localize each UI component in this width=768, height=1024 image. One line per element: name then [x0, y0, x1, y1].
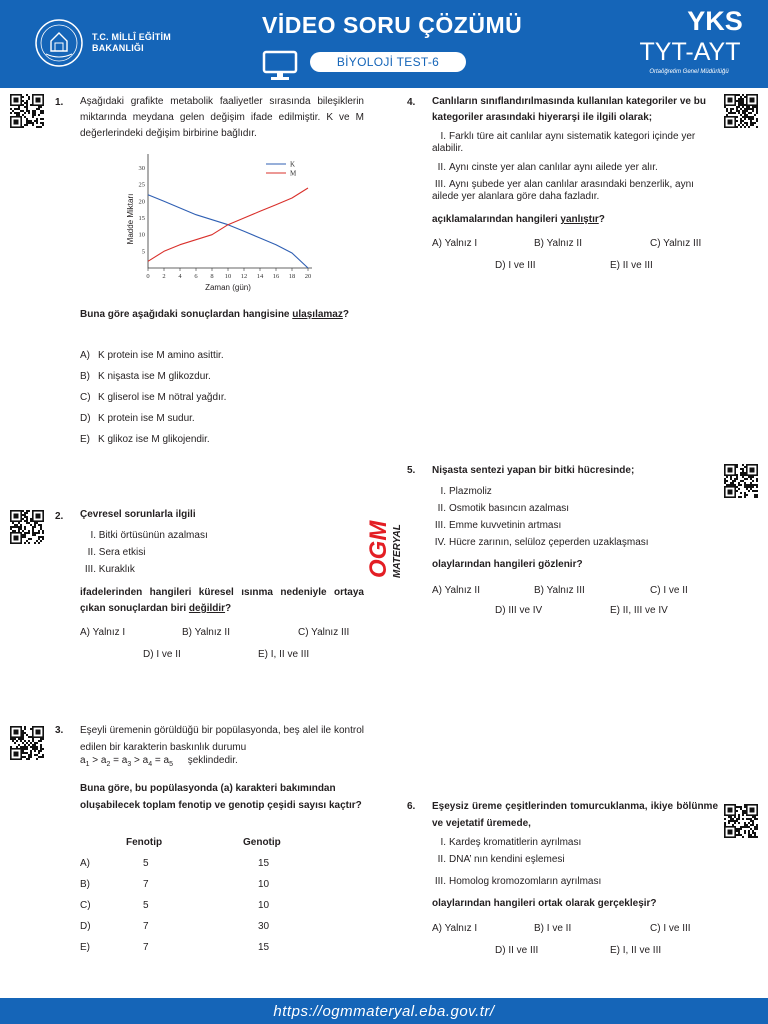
answer-option[interactable]: A) Yalnız II	[432, 585, 480, 596]
qr-code-icon[interactable]	[724, 94, 758, 128]
question-number: 4.	[407, 97, 416, 108]
directorate-label: Ortaöğretim Genel Müdürlüğü	[649, 69, 729, 75]
statement-item	[432, 503, 569, 514]
question-stem: Eşeyli üremenin görüldüğü bir popülasyonda, beş alel ile kontrol edilen bir karakterin baskınlık durumu	[80, 725, 364, 753]
legend-label: K	[290, 160, 296, 169]
x-tick-label: 18	[288, 273, 296, 280]
option-letter: D)	[80, 413, 91, 424]
x-tick-label: 0	[146, 273, 150, 280]
x-tick-label: 6	[194, 273, 198, 280]
formula-sub: 4	[148, 761, 153, 768]
roman-numeral: III.	[434, 179, 446, 190]
statement-item	[80, 547, 145, 558]
formula-sub: 1	[85, 761, 90, 768]
question-prompt: Buna göre, bu popülasyonda (a) karakteri bakımından oluşabilecek toplam fenotip ve genotip çeşidi sayısı kaçtır?	[80, 783, 362, 811]
option-fenotip: 5	[143, 858, 149, 869]
question-number: 1.	[55, 97, 64, 108]
prompt-end: ?	[342, 309, 349, 320]
answer-option[interactable]	[80, 350, 224, 361]
subject-badge: BİYOLOJİ TEST-6	[310, 52, 466, 72]
statement-text: Sera etkisi	[98, 547, 146, 558]
roman-numeral: II.	[437, 854, 446, 865]
option-letter: B)	[80, 879, 90, 890]
option-text: K protein ise M sudur.	[98, 413, 195, 424]
question-number: 5.	[407, 465, 416, 476]
formula-part: = a	[152, 755, 170, 766]
statement-text: Hücre zarının, selüloz çeperden uzaklaşması	[449, 537, 649, 548]
answer-option[interactable]: E) II ve III	[610, 260, 653, 271]
x-tick-label: 10	[224, 273, 232, 280]
line-chart	[118, 150, 318, 292]
brand-ogm-text: OGM	[365, 520, 392, 578]
statement-item	[432, 131, 718, 155]
prompt-text: açıklamalarından hangileri	[432, 214, 561, 225]
column-header-fenotip: Fenotip	[126, 837, 163, 848]
y-tick-label: 25	[138, 181, 145, 189]
option-letter: C)	[80, 392, 91, 403]
ministry-logo-icon	[34, 18, 84, 68]
ministry-name	[92, 32, 171, 54]
option-genotip: 30	[258, 921, 270, 932]
answer-option[interactable]: D) II ve III	[495, 945, 539, 956]
exam-label: YKS	[687, 6, 743, 36]
option-genotip: 10	[258, 879, 270, 890]
question-prompt	[432, 214, 605, 225]
statement-text: Aynı şubede yer alan canlılar arasındaki benzerlik, aynı ailede yer alanlara göre daha fazladır.	[432, 179, 694, 202]
statement-text: DNA’ nın kendini eşlemesi	[449, 854, 565, 865]
roman-numeral: I.	[440, 131, 446, 142]
y-tick-label: 5	[141, 248, 145, 256]
option-letter: C)	[80, 900, 91, 911]
formula-part: a	[80, 755, 86, 766]
answer-option[interactable]	[80, 392, 226, 403]
roman-numeral: I.	[440, 486, 446, 497]
statement-text: Plazmoliz	[449, 486, 492, 497]
statement-item	[432, 179, 718, 203]
answer-option[interactable]: B) Yalnız II	[182, 627, 230, 638]
x-tick-label: 2	[162, 273, 166, 280]
formula-sub: 2	[106, 761, 111, 768]
answer-option[interactable]: D) I ve II	[143, 649, 181, 660]
legend-label: M	[290, 169, 297, 178]
question-stem: Eşeysiz üreme çeşitlerinden tomurcuklanma, ikiye bölünme ve vejetatif üremede,	[432, 801, 718, 829]
formula-part: > a	[131, 755, 149, 766]
question-prompt: olaylarından hangileri ortak olarak gerçekleşir?	[432, 898, 657, 909]
question-stem: Aşağıdaki grafikte metabolik faaliyetler sırasında bileşiklerin miktarında meydana gelen değişim ifade edilmiştir. K ve M değerlerindeki değişim birbirine bağlıdır.	[80, 96, 364, 139]
y-tick-label: 20	[138, 198, 145, 206]
formula-suffix: şeklindedir.	[187, 755, 238, 766]
ministry-line-2: BAKANLIĞI	[92, 43, 144, 53]
answer-option[interactable]: C) I ve II	[650, 585, 688, 596]
roman-numeral: II.	[87, 547, 96, 558]
question-stem: Nişasta sentezi yapan bir bitki hücresinde;	[432, 465, 635, 476]
qr-code-icon[interactable]	[10, 94, 44, 128]
formula-sub: 5	[169, 761, 173, 768]
y-tick-label: 15	[138, 215, 145, 222]
exam-type-label: TYT-AYT	[639, 38, 741, 66]
answer-option[interactable]	[80, 413, 195, 424]
dominance-formula	[80, 755, 238, 768]
page-title: VİDEO SORU ÇÖZÜMÜ	[262, 12, 523, 38]
x-tick-label: 4	[178, 273, 182, 280]
statement-text: Bitki örtüsünün azalması	[98, 530, 208, 541]
option-text: K gliserol ise M nötral yağdır.	[98, 392, 227, 403]
answer-option[interactable]: A) Yalnız I	[432, 923, 478, 934]
formula-part: > a	[89, 755, 107, 766]
prompt-emphasis: ulaşılamaz	[292, 309, 343, 320]
qr-code-icon[interactable]	[724, 804, 758, 838]
option-text: K nişasta ise M glikozdur.	[98, 371, 211, 382]
statement-text: Osmotik basıncın azalması	[449, 503, 570, 514]
x-tick-label: 16	[272, 273, 280, 280]
footer-link[interactable]: https://ogmmateryal.eba.gov.tr/	[273, 1003, 495, 1020]
statement-item	[432, 520, 561, 531]
answer-option[interactable]: E) I, II ve III	[610, 945, 662, 956]
prompt-end: ?	[225, 603, 232, 614]
series-line-M	[148, 188, 308, 261]
answer-option[interactable]: A) Yalnız I	[432, 238, 478, 249]
answer-option[interactable]: B) I ve II	[534, 923, 572, 934]
answer-option[interactable]	[80, 434, 210, 445]
option-fenotip: 7	[143, 921, 149, 932]
question-stem: Çevresel sorunlarla ilgili	[80, 509, 196, 520]
option-genotip: 15	[258, 858, 270, 869]
statement-item	[80, 564, 135, 575]
option-text: K protein ise M amino asittir.	[98, 350, 224, 361]
option-fenotip: 7	[143, 942, 149, 953]
statement-text: Aynı cinste yer alan canlılar aynı ailede yer alır.	[449, 162, 658, 173]
qr-code-icon[interactable]	[10, 510, 44, 544]
x-tick-label: 20	[304, 273, 312, 280]
answer-option[interactable]: E) II, III ve IV	[610, 605, 668, 616]
y-tick-label: 30	[138, 165, 145, 172]
option-letter: E)	[80, 434, 90, 445]
answer-option[interactable]: D) III ve IV	[495, 605, 543, 616]
question-number: 2.	[55, 511, 64, 522]
x-tick-label: 14	[256, 273, 264, 280]
option-letter: B)	[80, 371, 90, 382]
roman-numeral: I.	[90, 530, 96, 541]
option-letter: A)	[80, 858, 90, 869]
question-prompt	[80, 585, 364, 617]
y-tick-label: 10	[138, 231, 145, 239]
question-number: 3.	[55, 725, 64, 736]
option-text: K glikoz ise M glikojendir.	[98, 434, 210, 445]
option-genotip: 10	[258, 900, 270, 911]
ministry-line-1: T.C. MİLLÎ EĞİTİM	[92, 32, 171, 42]
roman-numeral: IV.	[434, 537, 446, 548]
ogm-materyal-logo	[364, 500, 404, 590]
answer-option[interactable]: D) I ve III	[495, 260, 536, 271]
answer-option[interactable]: C) Yalnız III	[650, 238, 702, 249]
prompt-text: ifadelerinden hangileri küresel ısınma nedeniyle ortaya çıkan sonuçlardan biri	[80, 587, 364, 614]
answer-option[interactable]	[80, 371, 211, 382]
y-axis-label: Madde Miktarı	[126, 193, 135, 245]
statement-text: Emme kuvvetinin artması	[449, 520, 562, 531]
statement-text: Homolog kromozomların ayrılması	[449, 876, 602, 887]
roman-numeral: I.	[440, 837, 446, 848]
option-letter: D)	[80, 921, 91, 932]
x-tick-label: 8	[210, 273, 214, 280]
roman-numeral: II.	[437, 503, 446, 514]
monitor-icon	[262, 50, 298, 82]
answer-option[interactable]: E) I, II ve III	[258, 649, 310, 660]
formula-part: = a	[110, 755, 128, 766]
x-axis-label: Zaman (gün)	[205, 283, 251, 292]
statement-item	[432, 537, 649, 548]
option-letter: A)	[80, 350, 90, 361]
question-stem: Canlıların sınıflandırılmasında kullanılan kategoriler ve bu kategoriler arasındaki hiyerarşi ile ilgili olarak;	[432, 96, 706, 123]
statement-text: Kardeş kromatitlerin ayrılması	[449, 837, 582, 848]
answer-option[interactable]: A) Yalnız I	[80, 627, 126, 638]
option-fenotip: 7	[143, 879, 149, 890]
prompt-text: Buna göre aşağıdaki sonuçlardan hangisine	[80, 309, 293, 320]
statement-item	[432, 837, 581, 848]
option-letter: E)	[80, 942, 90, 953]
roman-numeral: II.	[437, 162, 446, 173]
statement-text: Kuraklık	[98, 564, 135, 575]
answer-option[interactable]: C) I ve III	[650, 923, 691, 934]
prompt-emphasis: yanlıştır	[560, 214, 599, 225]
x-tick-label: 12	[240, 273, 248, 280]
option-genotip: 15	[258, 942, 270, 953]
qr-code-icon[interactable]	[724, 464, 758, 498]
column-header-genotip: Genotip	[243, 837, 281, 848]
qr-code-icon[interactable]	[10, 726, 44, 760]
prompt-end: ?	[598, 214, 605, 225]
roman-numeral: III.	[434, 520, 446, 531]
answer-option[interactable]: B) Yalnız III	[534, 585, 585, 596]
statement-text: Farklı türe ait canlılar aynı sistematik kategori içinde yer alabilir.	[432, 131, 696, 154]
question-prompt	[80, 306, 364, 323]
statement-item	[432, 876, 601, 887]
statement-item	[432, 486, 492, 497]
answer-option[interactable]: C) Yalnız III	[298, 627, 350, 638]
statement-item	[432, 854, 565, 865]
roman-numeral: III.	[84, 564, 96, 575]
question-prompt: olaylarından hangileri gözlenir?	[432, 559, 583, 570]
option-fenotip: 5	[143, 900, 149, 911]
header-banner	[0, 0, 768, 88]
series-line-K	[148, 195, 308, 268]
brand-materyal-text: MATERYAL	[392, 524, 403, 578]
formula-sub: 3	[127, 761, 132, 768]
answer-option[interactable]: B) Yalnız II	[534, 238, 582, 249]
roman-numeral: III.	[434, 876, 446, 887]
prompt-emphasis: değildir	[188, 603, 226, 614]
statement-item	[80, 530, 208, 541]
question-number: 6.	[407, 801, 416, 812]
statement-item	[432, 162, 718, 174]
